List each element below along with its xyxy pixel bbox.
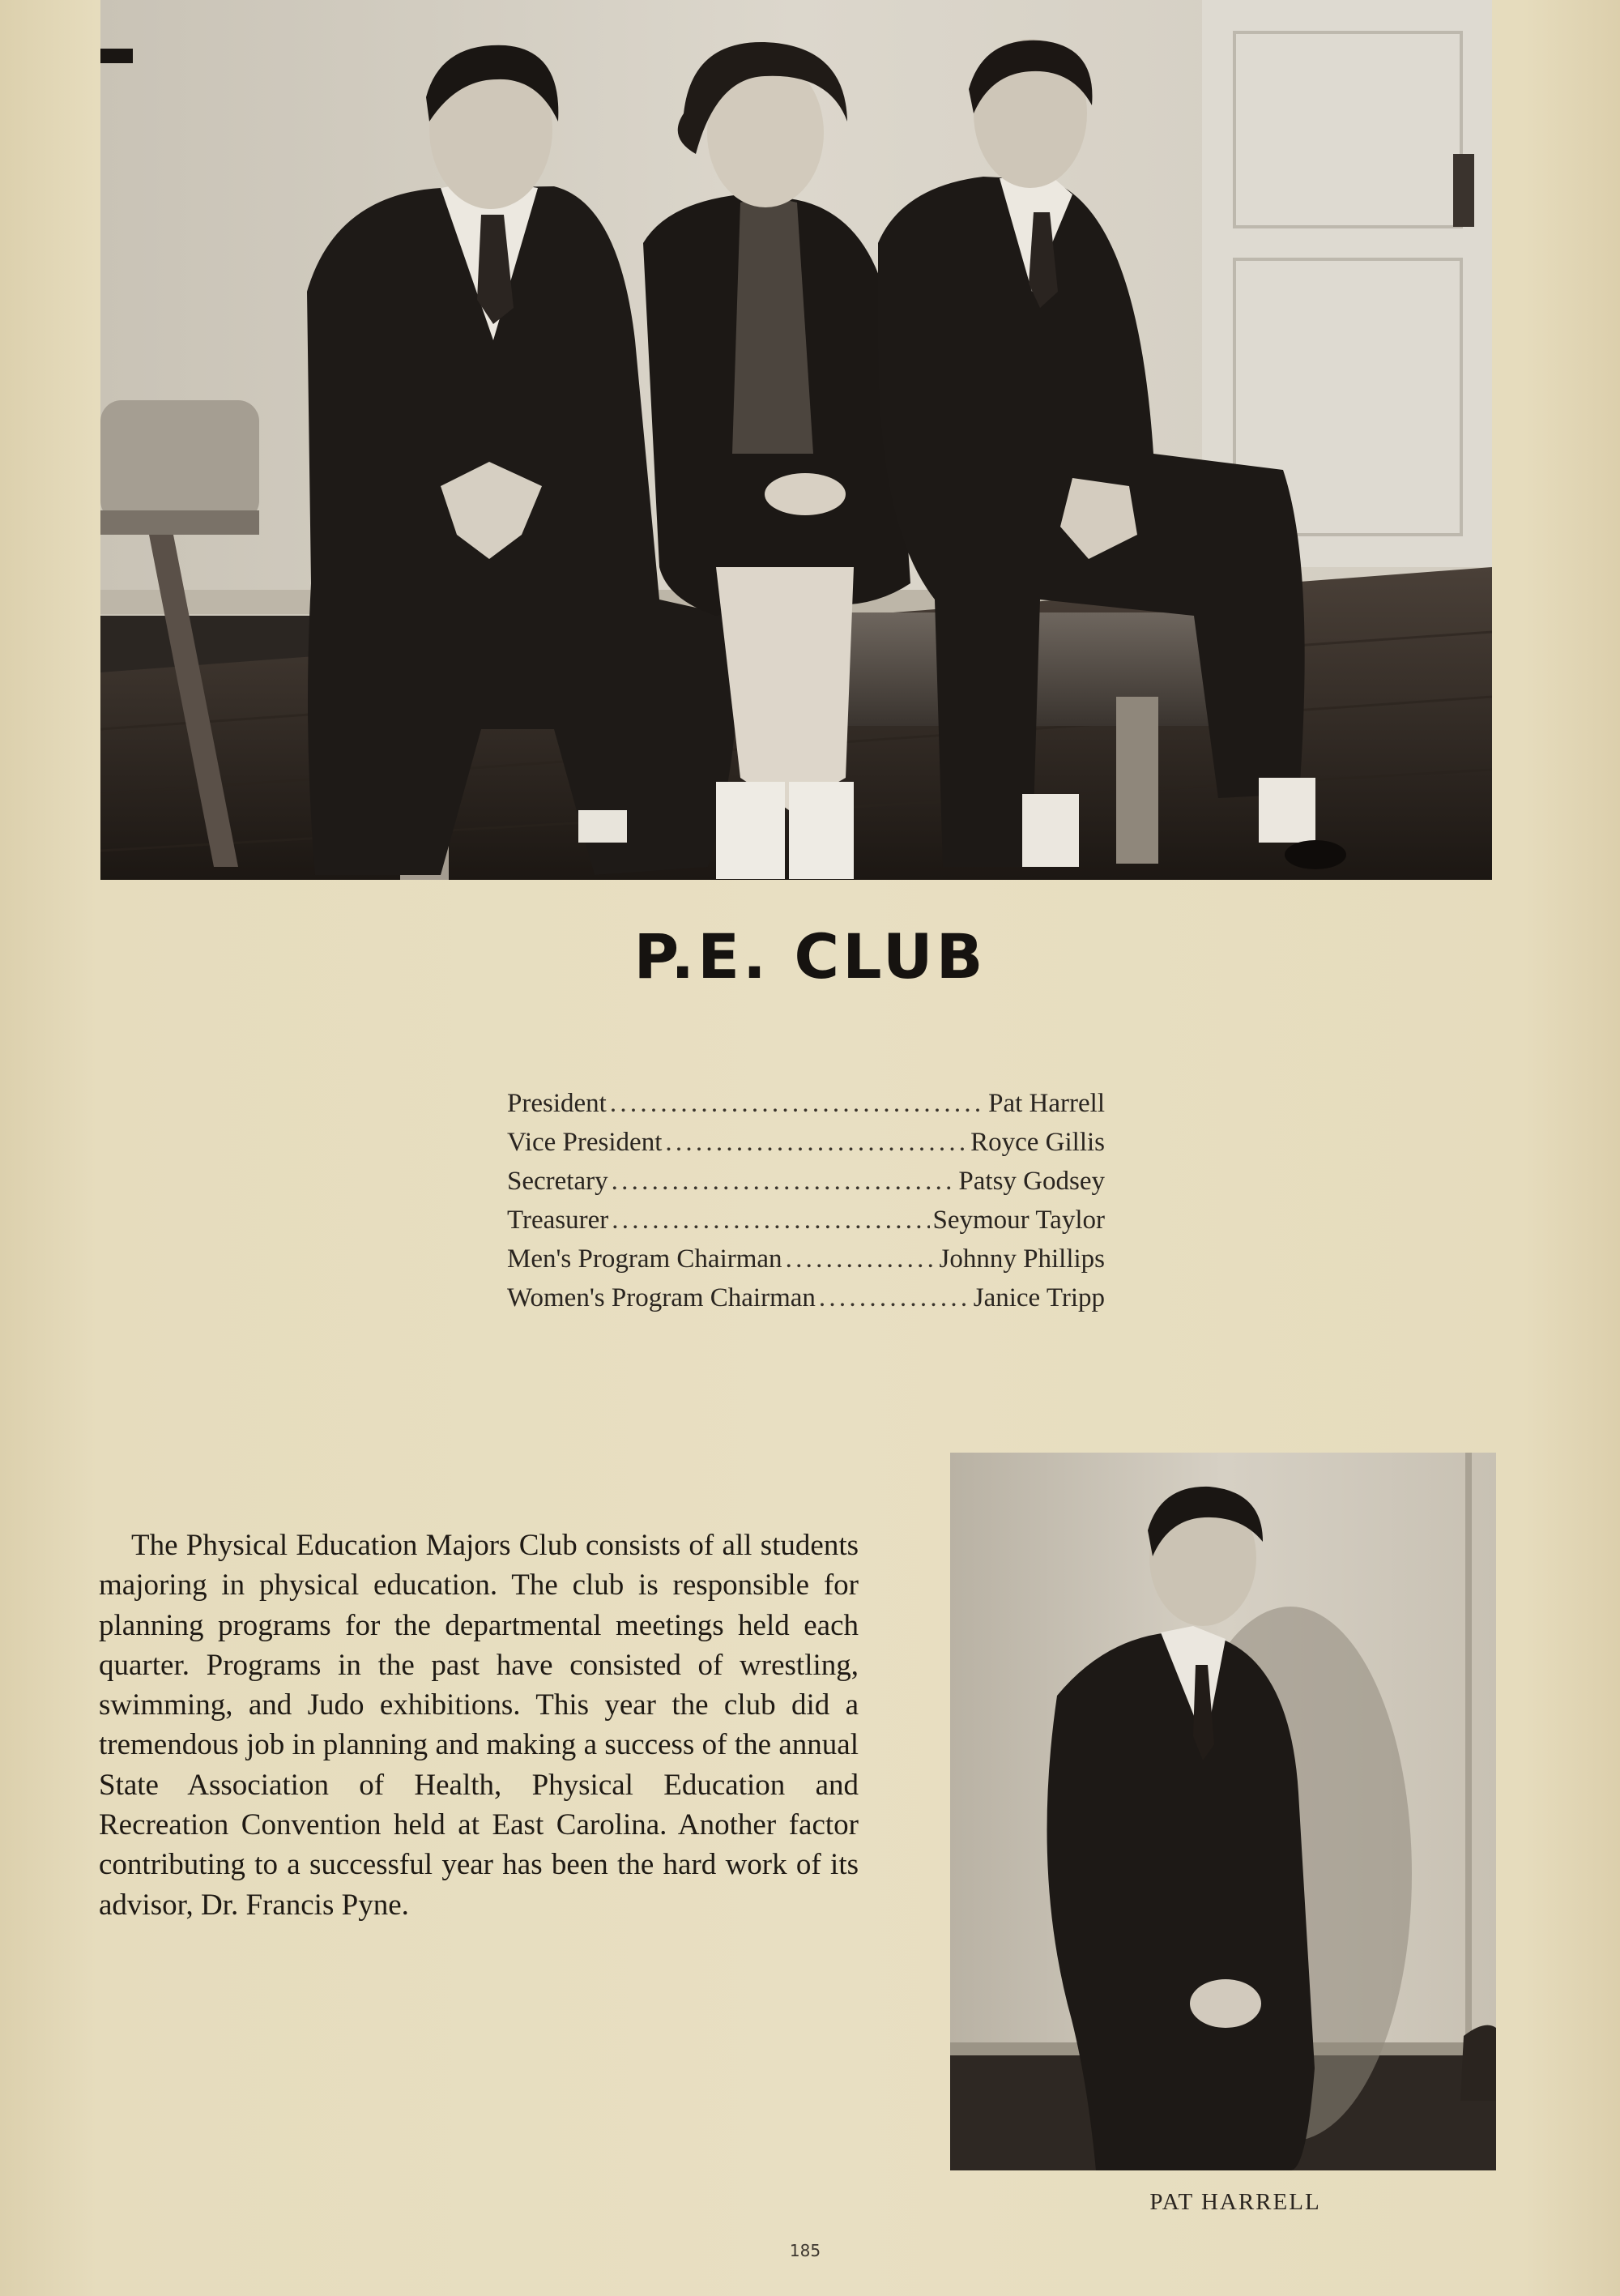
dot-leader (612, 1162, 956, 1201)
officer-name: Seymour Taylor (932, 1206, 1105, 1235)
dot-leader (665, 1123, 967, 1162)
group-photo (100, 0, 1492, 880)
officer-role: Vice President (507, 1128, 663, 1157)
officer-row (507, 1123, 1105, 1162)
dot-leader (610, 1084, 985, 1123)
officer-role: Secretary (507, 1167, 608, 1196)
officer-row (507, 1201, 1105, 1240)
club-description: The Physical Education Majors Club consists of all students majoring in physical education. The club is responsible for planning programs for the departmental meetings held each quarter. Programs in the past have consisted of wrestling, swimming, and Judo exhibitions. This year the club did a tremendous job in planning and making a success of the annual State Association of Health, Physical Education and Recreation Convention held at East Carolina. Another factor contributing to a successful year has been the hard work of its advisor, Dr. Francis Pyne. (99, 1529, 859, 1922)
portrait-photo (950, 1453, 1496, 2170)
dot-leader (612, 1201, 929, 1240)
officer-name: Johnny Phillips (939, 1244, 1105, 1274)
officer-row (507, 1162, 1105, 1201)
officer-name: Pat Harrell (988, 1089, 1105, 1118)
officer-name: Royce Gillis (970, 1128, 1105, 1157)
portrait-caption: PAT HARRELL (1149, 2189, 1321, 2215)
officer-row (507, 1084, 1105, 1123)
page-title: P.E. CLUB (633, 920, 987, 992)
page-number: 185 (789, 2241, 821, 2260)
officer-row (507, 1240, 1105, 1278)
dot-leader (786, 1240, 936, 1278)
officer-role: Men's Program Chairman (507, 1244, 782, 1274)
officer-role: Treasurer (507, 1206, 609, 1235)
officer-name: Patsy Godsey (958, 1167, 1105, 1196)
officers-list (507, 1084, 1105, 1317)
officer-role: Women's Program Chairman (507, 1283, 816, 1312)
dot-leader (819, 1278, 970, 1317)
officer-name: Janice Tripp (973, 1283, 1105, 1312)
officer-role: President (507, 1089, 607, 1118)
officer-row (507, 1278, 1105, 1317)
